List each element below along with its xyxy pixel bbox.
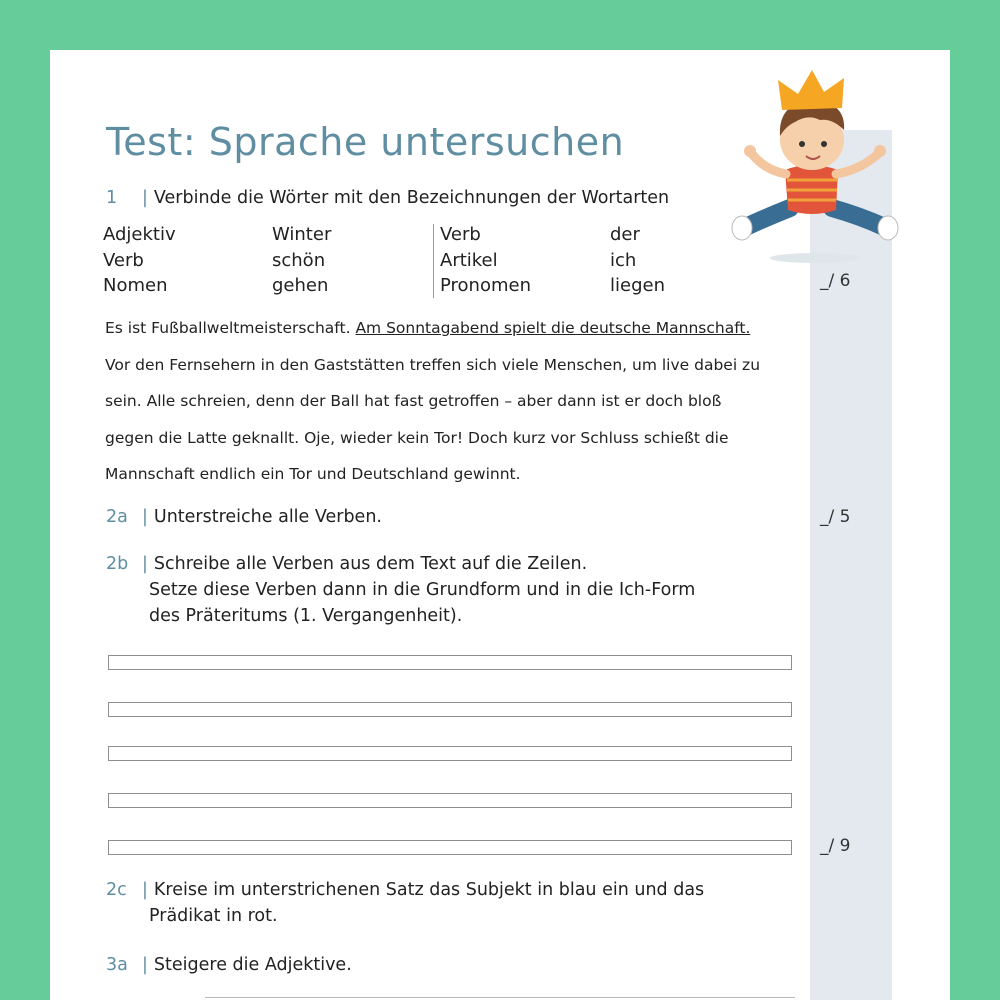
score-task-2b: _/ 9: [820, 836, 851, 856]
word: ich: [610, 249, 637, 271]
task-number: 2a: [106, 507, 128, 527]
task-separator: |: [142, 507, 148, 527]
task-number: 2b: [106, 554, 129, 574]
task-separator: |: [142, 188, 148, 208]
column-divider: [433, 224, 434, 298]
word-column-b: [272, 222, 331, 299]
word: Adjektiv: [103, 224, 176, 245]
task-instruction-line: Kreise im unterstrichenen Satz das Subjekt in blau ein und das: [153, 880, 705, 900]
word: schön: [272, 249, 326, 271]
writing-line-3[interactable]: [108, 746, 792, 761]
task-instruction: Verbinde die Wörter mit den Bezeichnungen der Wortarten: [153, 188, 670, 208]
task-1: [106, 185, 669, 211]
writing-line-2[interactable]: [108, 702, 792, 717]
table-top-line: [205, 997, 795, 998]
task-2a: [106, 504, 382, 530]
task-instruction-line: des Präteritums (1. Vergangenheit).: [149, 606, 463, 626]
text-sentence: Es ist Fußballweltmeisterschaft.: [105, 319, 351, 337]
word: Verb: [440, 224, 481, 245]
writing-line-5[interactable]: [108, 840, 792, 855]
score-task-1: _/ 6: [820, 271, 851, 291]
task-number: 2c: [106, 880, 127, 900]
word-column-c: [440, 222, 531, 299]
word: Pronomen: [440, 275, 531, 296]
task-2c: [106, 877, 704, 929]
task-3a: [106, 952, 352, 978]
score-task-2a: _/ 5: [820, 507, 851, 527]
task-instruction-line: Schreibe alle Verben aus dem Text auf die Zeilen.: [153, 554, 588, 574]
writing-line-4[interactable]: [108, 793, 792, 808]
text-line: sein. Alle schreien, denn der Ball hat fast getroffen – aber dann ist er doch bloß: [105, 392, 722, 410]
reading-text: [105, 310, 805, 493]
worksheet: [50, 50, 950, 1000]
word: Verb: [103, 249, 144, 271]
writing-line-1[interactable]: [108, 655, 792, 670]
word-column-a: [103, 222, 176, 299]
task-instruction-line: Prädikat in rot.: [149, 906, 278, 926]
word: der: [610, 224, 640, 245]
page-title: Test: Sprache untersuchen: [106, 120, 625, 164]
word: Winter: [272, 224, 332, 245]
task-separator: |: [142, 554, 148, 574]
task-instruction-line: Setze diese Verben dann in die Grundform und in die Ich-Form: [149, 580, 696, 600]
text-line: gegen die Latte geknallt. Oje, wieder kein Tor! Doch kurz vor Schluss schießt die: [105, 428, 729, 447]
task-instruction: Steigere die Adjektive.: [153, 955, 352, 975]
task-2b: [106, 551, 695, 629]
task-number: 3a: [106, 955, 128, 975]
word: Nomen: [103, 275, 168, 296]
task-separator: |: [142, 955, 148, 975]
text-line: [105, 310, 805, 347]
word-column-d: [610, 222, 665, 299]
task-instruction: Unterstreiche alle Verben.: [153, 507, 382, 527]
text-line: Vor den Fernsehern in den Gaststätten treffen sich viele Menschen, um live dabei zu: [105, 355, 761, 374]
task-separator: |: [142, 880, 148, 900]
boy-with-crown-illustration: [720, 58, 910, 273]
task-number: 1: [106, 188, 118, 208]
word: Artikel: [440, 249, 498, 271]
word: liegen: [610, 275, 665, 296]
underlined-sentence: Am Sonntagabend spielt die deutsche Mannschaft.: [355, 319, 751, 337]
text-line: Mannschaft endlich ein Tor und Deutschland gewinnt.: [105, 465, 521, 483]
word: gehen: [272, 275, 329, 296]
